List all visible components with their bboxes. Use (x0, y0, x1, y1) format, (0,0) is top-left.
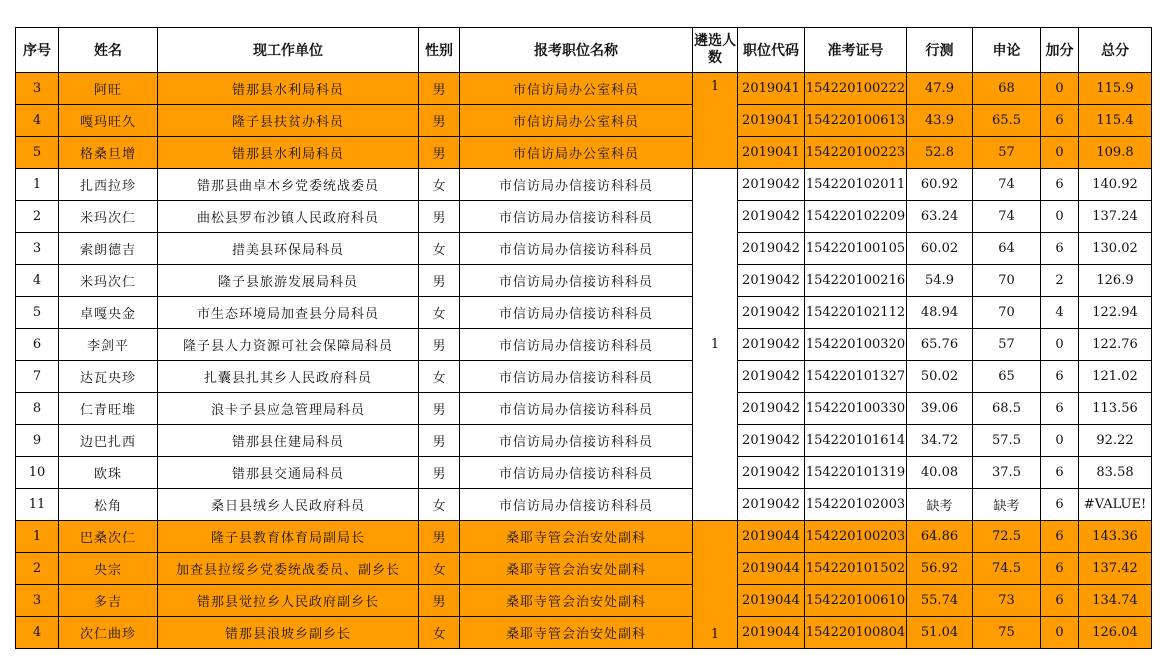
cell-unit: 错那县交通局科员 (158, 457, 419, 489)
cell-bonus: 6 (1041, 169, 1079, 201)
cell-position: 桑耶寺管会治安处副科 (460, 617, 693, 649)
cell-xingce: 52.8 (907, 137, 973, 169)
cell-xingce: 47.9 (907, 73, 973, 105)
header-seq: 序号 (16, 28, 59, 73)
cell-total: 137.24 (1079, 201, 1152, 233)
cell-gender: 女 (419, 297, 460, 329)
table-row (16, 137, 1152, 169)
table-row (16, 393, 1152, 425)
cell-bonus: 6 (1041, 105, 1079, 137)
cell-unit: 隆子县扶贫办科员 (158, 105, 419, 137)
cell-name: 索朗德吉 (59, 233, 158, 265)
cell-name: 格桑旦增 (59, 137, 158, 169)
cell-shenlun: 64 (973, 233, 1041, 265)
cell-bonus: 6 (1041, 233, 1079, 265)
cell-name: 巴桑次仁 (59, 521, 158, 553)
cell-seq: 5 (16, 297, 59, 329)
header-name: 姓名 (59, 28, 158, 73)
table-row (16, 457, 1152, 489)
cell-name: 央宗 (59, 553, 158, 585)
cell-xingce: 60.92 (907, 169, 973, 201)
cell-unit: 隆子县教育体育局副局长 (158, 521, 419, 553)
cell-total: #VALUE! (1079, 489, 1152, 521)
cell-unit: 错那县浪坡乡副乡长 (158, 617, 419, 649)
cell-position: 市信访局办信接访科科员 (460, 201, 693, 233)
cell-total: 109.8 (1079, 137, 1152, 169)
cell-position: 市信访局办信接访科科员 (460, 425, 693, 457)
cell-gender: 男 (419, 73, 460, 105)
cell-total: 143.36 (1079, 521, 1152, 553)
cell-total: 122.76 (1079, 329, 1152, 361)
cell-total: 121.02 (1079, 361, 1152, 393)
cell-position: 市信访局办信接访科科员 (460, 265, 693, 297)
cell-total: 92.22 (1079, 425, 1152, 457)
cell-name: 边巴扎西 (59, 425, 158, 457)
cell-position: 市信访局办信接访科科员 (460, 297, 693, 329)
cell-position: 市信访局办信接访科科员 (460, 393, 693, 425)
cell-bonus: 0 (1041, 617, 1079, 649)
cell-gender: 女 (419, 169, 460, 201)
cell-code: 2019042 (738, 169, 805, 201)
cell-bonus: 0 (1041, 329, 1079, 361)
cell-bonus: 6 (1041, 393, 1079, 425)
cell-seq: 1 (16, 169, 59, 201)
cell-unit: 浪卡子县应急管理局科员 (158, 393, 419, 425)
cell-total: 140.92 (1079, 169, 1152, 201)
cell-code: 2019041 (738, 137, 805, 169)
cell-shenlun: 65.5 (973, 105, 1041, 137)
cell-xingce: 56.92 (907, 553, 973, 585)
cell-gender: 男 (419, 137, 460, 169)
cell-ticket: 154220102209 (805, 201, 907, 233)
cell-gender: 男 (419, 585, 460, 617)
table-row (16, 329, 1152, 361)
cell-xingce: 缺考 (907, 489, 973, 521)
cell-gender: 女 (419, 489, 460, 521)
cell-ticket: 154220100105 (805, 233, 907, 265)
cell-gender: 男 (419, 201, 460, 233)
cell-xingce: 40.08 (907, 457, 973, 489)
cell-unit: 市生态环境局加查县分局科员 (158, 297, 419, 329)
cell-shenlun: 70 (973, 265, 1041, 297)
table-row (16, 521, 1152, 553)
cell-position: 市信访局办信接访科科员 (460, 169, 693, 201)
cell-total: 137.42 (1079, 553, 1152, 585)
header-position: 报考职位名称 (460, 28, 693, 73)
cell-seq: 2 (16, 201, 59, 233)
table-row (16, 201, 1152, 233)
cell-seq: 3 (16, 585, 59, 617)
cell-xingce: 64.86 (907, 521, 973, 553)
cell-xingce: 43.9 (907, 105, 973, 137)
table-row (16, 553, 1152, 585)
cell-shenlun: 72.5 (973, 521, 1041, 553)
cell-bonus: 6 (1041, 521, 1079, 553)
cell-gender: 男 (419, 425, 460, 457)
cell-gender: 男 (419, 521, 460, 553)
cell-ticket: 154220102112 (805, 297, 907, 329)
cell-ticket: 154220100330 (805, 393, 907, 425)
results-table (15, 27, 1152, 649)
cell-xingce: 39.06 (907, 393, 973, 425)
header-shenlun: 申论 (973, 28, 1041, 73)
cell-code: 2019041 (738, 73, 805, 105)
cell-seq: 3 (16, 73, 59, 105)
table-row (16, 617, 1152, 649)
cell-name: 嘎玛旺久 (59, 105, 158, 137)
cell-gender: 女 (419, 553, 460, 585)
cell-gender: 男 (419, 265, 460, 297)
cell-xingce: 48.94 (907, 297, 973, 329)
header-bonus: 加分 (1041, 28, 1079, 73)
cell-shenlun: 57 (973, 329, 1041, 361)
cell-total: 126.9 (1079, 265, 1152, 297)
cell-position: 桑耶寺管会治安处副科 (460, 553, 693, 585)
cell-gender: 男 (419, 393, 460, 425)
cell-position: 市信访局办信接访科科员 (460, 329, 693, 361)
cell-shenlun: 65 (973, 361, 1041, 393)
table-row (16, 297, 1152, 329)
cell-code: 2019042 (738, 393, 805, 425)
cell-bonus: 0 (1041, 137, 1079, 169)
cell-position: 市信访局办信接访科科员 (460, 233, 693, 265)
cell-ticket: 154220100320 (805, 329, 907, 361)
table-row (16, 585, 1152, 617)
cell-name: 达瓦央珍 (59, 361, 158, 393)
cell-bonus: 6 (1041, 489, 1079, 521)
cell-position: 市信访局办信接访科科员 (460, 361, 693, 393)
cell-unit: 加查县拉绥乡党委统战委员、副乡长 (158, 553, 419, 585)
cell-seq: 7 (16, 361, 59, 393)
cell-unit: 扎囊县扎其乡人民政府科员 (158, 361, 419, 393)
cell-code: 2019042 (738, 361, 805, 393)
cell-name: 扎西拉珍 (59, 169, 158, 201)
cell-ticket: 154220100223 (805, 137, 907, 169)
cell-xingce: 55.74 (907, 585, 973, 617)
cell-shenlun: 75 (973, 617, 1041, 649)
cell-name: 多吉 (59, 585, 158, 617)
cell-bonus: 6 (1041, 553, 1079, 585)
cell-code: 2019044 (738, 553, 805, 585)
cell-gender: 男 (419, 329, 460, 361)
cell-seq: 2 (16, 553, 59, 585)
cell-gender: 女 (419, 617, 460, 649)
cell-code: 2019044 (738, 617, 805, 649)
cell-shenlun: 57 (973, 137, 1041, 169)
cell-ticket: 154220100804 (805, 617, 907, 649)
cell-name: 次仁曲珍 (59, 617, 158, 649)
cell-unit: 桑日县绒乡人民政府科员 (158, 489, 419, 521)
table-body (16, 73, 1152, 649)
cell-bonus: 2 (1041, 265, 1079, 297)
cell-name: 米玛次仁 (59, 265, 158, 297)
cell-seq: 5 (16, 137, 59, 169)
header-row (16, 28, 1152, 73)
cell-ticket: 154220100222 (805, 73, 907, 105)
cell-code: 2019042 (738, 233, 805, 265)
cell-seq: 8 (16, 393, 59, 425)
cell-code: 2019044 (738, 521, 805, 553)
table-row (16, 233, 1152, 265)
cell-position: 桑耶寺管会治安处副科 (460, 585, 693, 617)
cell-xingce: 50.02 (907, 361, 973, 393)
cell-total: 83.58 (1079, 457, 1152, 489)
cell-name: 阿旺 (59, 73, 158, 105)
cell-seq: 4 (16, 617, 59, 649)
cell-shenlun: 74 (973, 169, 1041, 201)
cell-shenlun: 68.5 (973, 393, 1041, 425)
cell-seq: 4 (16, 265, 59, 297)
cell-code: 2019044 (738, 585, 805, 617)
cell-position: 市信访局办公室科员 (460, 105, 693, 137)
cell-bonus: 0 (1041, 425, 1079, 457)
cell-bonus: 6 (1041, 457, 1079, 489)
cell-code: 2019042 (738, 457, 805, 489)
cell-code: 2019041 (738, 105, 805, 137)
cell-name: 松角 (59, 489, 158, 521)
cell-name: 李剑平 (59, 329, 158, 361)
cell-gender: 男 (419, 105, 460, 137)
cell-unit: 措美县环保局科员 (158, 233, 419, 265)
header-gender: 性别 (419, 28, 460, 73)
cell-bonus: 6 (1041, 361, 1079, 393)
cell-seq: 3 (16, 233, 59, 265)
hire-count-cell: 1 (693, 169, 738, 521)
cell-total: 126.04 (1079, 617, 1152, 649)
header-xingce: 行测 (907, 28, 973, 73)
table-row (16, 105, 1152, 137)
cell-shenlun: 37.5 (973, 457, 1041, 489)
cell-seq: 6 (16, 329, 59, 361)
cell-ticket: 154220101319 (805, 457, 907, 489)
cell-unit: 错那县水利局科员 (158, 73, 419, 105)
cell-bonus: 6 (1041, 585, 1079, 617)
cell-total: 130.02 (1079, 233, 1152, 265)
cell-code: 2019042 (738, 201, 805, 233)
cell-code: 2019042 (738, 297, 805, 329)
hire-count-cell: 1 (693, 521, 738, 649)
table-row (16, 361, 1152, 393)
cell-name: 仁青旺堆 (59, 393, 158, 425)
header-ticket: 准考证号 (805, 28, 907, 73)
cell-unit: 错那县曲卓木乡党委统战委员 (158, 169, 419, 201)
cell-unit: 隆子县旅游发展局科员 (158, 265, 419, 297)
cell-seq: 11 (16, 489, 59, 521)
table-row (16, 169, 1152, 201)
cell-name: 米玛次仁 (59, 201, 158, 233)
cell-ticket: 154220100610 (805, 585, 907, 617)
cell-ticket: 154220100216 (805, 265, 907, 297)
cell-bonus: 0 (1041, 73, 1079, 105)
table-row (16, 425, 1152, 457)
cell-shenlun: 70 (973, 297, 1041, 329)
cell-seq: 4 (16, 105, 59, 137)
cell-xingce: 54.9 (907, 265, 973, 297)
cell-ticket: 154220100203 (805, 521, 907, 553)
cell-total: 122.94 (1079, 297, 1152, 329)
cell-gender: 男 (419, 457, 460, 489)
cell-shenlun: 68 (973, 73, 1041, 105)
cell-shenlun: 缺考 (973, 489, 1041, 521)
cell-unit: 错那县水利局科员 (158, 137, 419, 169)
cell-total: 134.74 (1079, 585, 1152, 617)
cell-xingce: 34.72 (907, 425, 973, 457)
cell-shenlun: 74 (973, 201, 1041, 233)
cell-name: 欧珠 (59, 457, 158, 489)
table-row (16, 73, 1152, 105)
cell-ticket: 154220101502 (805, 553, 907, 585)
cell-code: 2019042 (738, 489, 805, 521)
cell-xingce: 51.04 (907, 617, 973, 649)
cell-code: 2019042 (738, 329, 805, 361)
table-row (16, 489, 1152, 521)
cell-ticket: 154220102011 (805, 169, 907, 201)
cell-total: 113.56 (1079, 393, 1152, 425)
header-total: 总分 (1079, 28, 1152, 73)
cell-bonus: 0 (1041, 201, 1079, 233)
cell-position: 市信访局办公室科员 (460, 73, 693, 105)
cell-ticket: 154220101614 (805, 425, 907, 457)
cell-xingce: 65.76 (907, 329, 973, 361)
cell-shenlun: 73 (973, 585, 1041, 617)
cell-ticket: 154220100613 (805, 105, 907, 137)
cell-code: 2019042 (738, 425, 805, 457)
cell-bonus: 4 (1041, 297, 1079, 329)
cell-total: 115.9 (1079, 73, 1152, 105)
cell-seq: 1 (16, 521, 59, 553)
header-code: 职位代码 (738, 28, 805, 73)
cell-xingce: 63.24 (907, 201, 973, 233)
hire-count-cell: 1 (693, 73, 738, 169)
cell-position: 市信访局办公室科员 (460, 137, 693, 169)
cell-seq: 10 (16, 457, 59, 489)
cell-shenlun: 57.5 (973, 425, 1041, 457)
cell-unit: 错那县住建局科员 (158, 425, 419, 457)
cell-unit: 隆子县人力资源可社会保障局科员 (158, 329, 419, 361)
header-hire-count: 遴选人数 (693, 28, 738, 73)
cell-name: 卓嘎央金 (59, 297, 158, 329)
cell-xingce: 60.02 (907, 233, 973, 265)
cell-ticket: 154220101327 (805, 361, 907, 393)
cell-position: 桑耶寺管会治安处副科 (460, 521, 693, 553)
cell-code: 2019042 (738, 265, 805, 297)
header-unit: 现工作单位 (158, 28, 419, 73)
cell-shenlun: 74.5 (973, 553, 1041, 585)
cell-seq: 9 (16, 425, 59, 457)
cell-position: 市信访局办信接访科科员 (460, 457, 693, 489)
cell-gender: 女 (419, 361, 460, 393)
cell-unit: 曲松县罗布沙镇人民政府科员 (158, 201, 419, 233)
cell-unit: 错那县觉拉乡人民政府副乡长 (158, 585, 419, 617)
cell-total: 115.4 (1079, 105, 1152, 137)
cell-ticket: 154220102003 (805, 489, 907, 521)
cell-position: 市信访局办信接访科科员 (460, 489, 693, 521)
cell-gender: 女 (419, 233, 460, 265)
table-row (16, 265, 1152, 297)
